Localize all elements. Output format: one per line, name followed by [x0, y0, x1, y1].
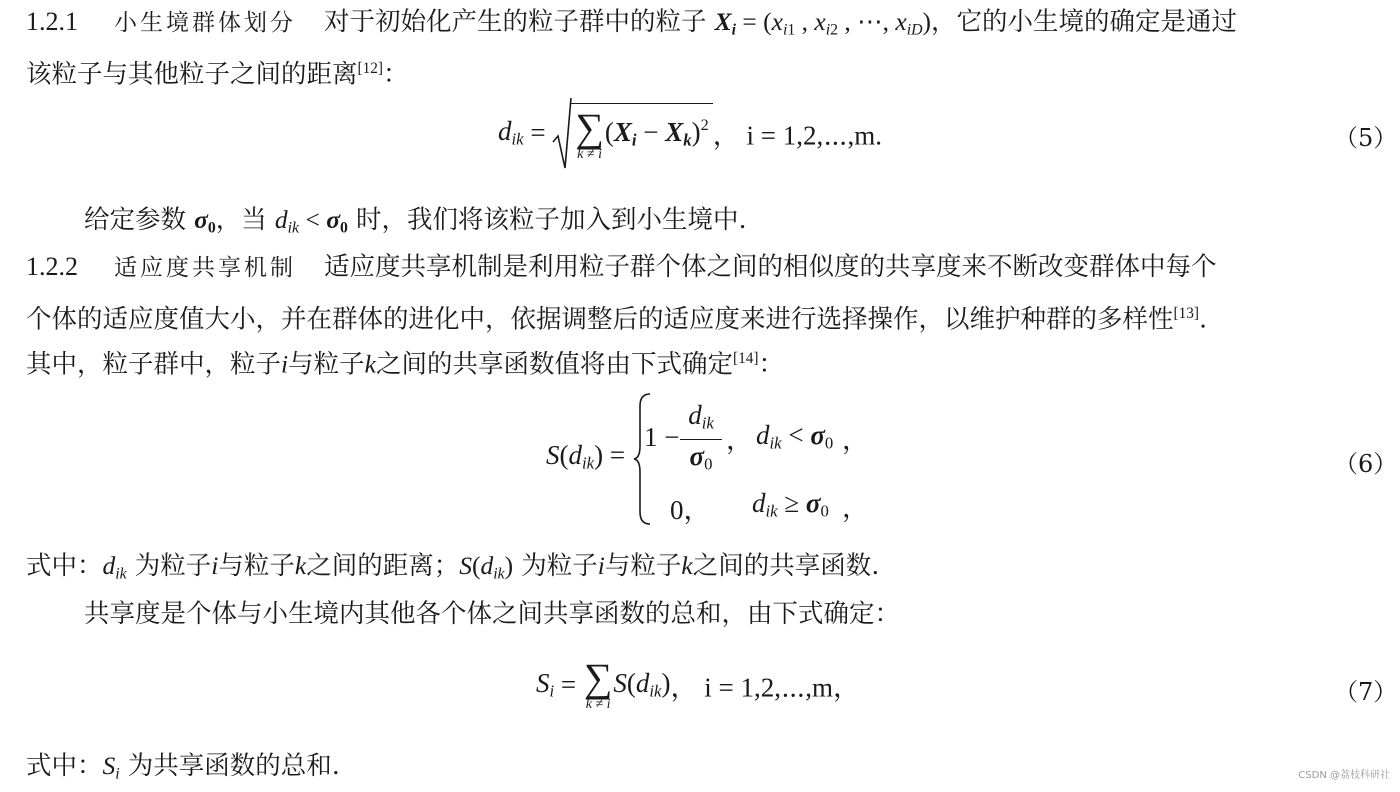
- paragraph-text: 式中：: [26, 751, 103, 781]
- sigma-symbol: σ0: [194, 205, 216, 237]
- paragraph-text: 之间的共享函数.: [692, 551, 880, 581]
- piecewise-brace: [632, 392, 654, 526]
- paragraph-text: 为粒子: [134, 551, 212, 581]
- equation-5: $d_{ik}$ = ∑ k ≠ i $(X_i - X_k)^2$ ， i = 1,2,⋯,m.: [498, 96, 882, 170]
- paragraph-text: 与粒子: [218, 551, 295, 581]
- equation-7-number: （7）: [1334, 678, 1398, 706]
- punctuation: ，: [842, 425, 869, 455]
- citation: [13]: [1173, 305, 1200, 322]
- equation-7: $S_i$ = ∑ k ≠ i $S(d_{ik})$， i = 1,2,⋯,m，: [536, 655, 861, 712]
- section-1-2-2-line-1: [26, 249, 1217, 286]
- equation-5-tail: ， i = 1,2,⋯,m.: [712, 120, 882, 151]
- section-1-2-2-line-2: [26, 296, 1207, 337]
- distance-symbol: $d_{ik}$: [274, 205, 300, 237]
- citation: [14]: [732, 350, 759, 367]
- equation-5-number: （5）: [1334, 124, 1398, 152]
- case-2-value: 0，: [670, 495, 711, 525]
- punctuation: ：: [758, 349, 784, 380]
- where-clause-7: 式中：$S_i$ 为共享函数的总和.: [26, 751, 340, 783]
- watermark: CSDN @荔枝科研社: [1298, 770, 1390, 781]
- paragraph-text: 与粒子: [288, 349, 365, 380]
- section-1-2-1-line-2: [26, 51, 409, 92]
- paragraph-text: 其中，粒子群中，粒子: [26, 349, 282, 380]
- paragraph-text: 给定参数: [84, 205, 187, 235]
- punctuation: ：: [383, 59, 409, 90]
- section-number: 1.2.1: [26, 7, 78, 36]
- where-clause-6: 式中：$d_{ik}$ 为粒子i与粒子k之间的距离；$S(d_{ik})$ 为粒子i与粒子k之间的共享函数.: [26, 551, 880, 583]
- paragraph-text: 之间的共享函数值将由下式确定: [375, 349, 733, 380]
- section-title: 小生境群体划分: [114, 10, 296, 36]
- equation-7-tail: ， i = 1,2,⋯,m，: [670, 672, 861, 703]
- given-parameter-line: 给定参数 σ0，当 $d_{ik} < \sigma 0$ 时，我们将该粒子加入到小生境中.: [84, 205, 747, 237]
- fraction: $d_{ik}$ σ0: [680, 400, 722, 480]
- paragraph-text: 时，我们将该粒子加入到小生境中.: [355, 205, 747, 235]
- paragraph-text: 为共享函数的总和.: [127, 751, 340, 781]
- sqrt-radicand: ∑ k ≠ i $(X_i - X_k)^2$: [570, 103, 712, 162]
- paragraph-text: 该粒子与其他粒子之间的距离: [26, 59, 358, 90]
- citation: [12]: [357, 60, 384, 77]
- paragraph-text: 式中：: [26, 551, 103, 581]
- paragraph-text: ，它的小生境的确定是通过: [931, 7, 1238, 37]
- particle-vector-symbol: $X_i$: [714, 7, 737, 39]
- sqrt-sign: [552, 96, 572, 170]
- punctuation: ，: [842, 493, 869, 523]
- section-title: 适应度共享机制: [114, 255, 296, 281]
- section-number: 1.2.2: [26, 252, 78, 281]
- punctuation: .: [1199, 304, 1208, 335]
- paragraph-text: 之间的距离；: [306, 551, 460, 581]
- paragraph-text: 个体的适应度值大小，并在群体的进化中，依据调整后的适应度来进行选择操作，以维护种群的多样性: [26, 304, 1174, 335]
- section-1-2-1-line-1: [26, 4, 1237, 48]
- particle-vector-definition: = ($x_i1$ , $x_i2$ , ⋯, $x_{iD}$): [736, 7, 932, 39]
- paragraph-text: 为粒子: [521, 551, 598, 581]
- paragraph-text: ，当: [215, 205, 267, 235]
- paragraph-text: 适应度共享机制是利用粒子群个体之间的相似度的共享度来不断改变群体中每个: [324, 252, 1217, 282]
- paragraph-text: 共享度是个体与小生境内其他各个体之间共享函数的总和，由下式确定：: [84, 599, 901, 629]
- equation-6-number: （6）: [1334, 450, 1398, 478]
- section-1-2-2-line-3: 其中，粒子群中，粒子i与粒子k之间的共享函数值将由下式确定[14]：: [26, 349, 784, 380]
- paragraph-text: 与粒子: [604, 551, 682, 581]
- sharing-degree-line: [84, 596, 900, 632]
- paragraph-text: 对于初始化产生的粒子群中的粒子: [324, 7, 707, 37]
